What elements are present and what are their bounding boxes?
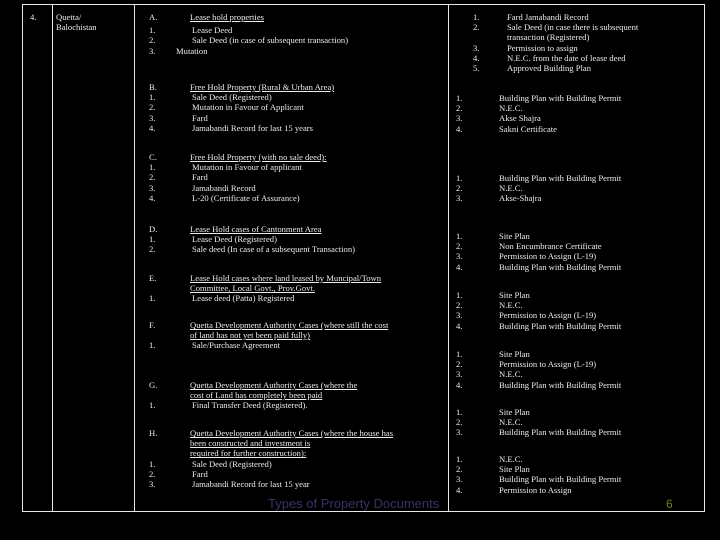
section-title: Quetta Development Authority Cases (where still the cost (190, 320, 389, 330)
doc-number: 3. (456, 427, 463, 438)
item-text: Fard (192, 112, 208, 123)
item-text: Sale/Purchase Agreement (192, 340, 281, 351)
section-letter: D. (149, 224, 158, 234)
doc-number: 3. (456, 369, 463, 380)
section-title: Free Hold Property (Rural & Urban Area) (190, 82, 335, 92)
doc-text: N.E.C. (499, 103, 523, 114)
item-text: Mutation (176, 45, 208, 56)
doc-number: 5. (473, 63, 480, 73)
section-letter: C. (149, 152, 157, 162)
doc-number: 3. (456, 113, 463, 124)
doc-number: 3. (456, 251, 463, 262)
item-number: 1. (149, 234, 156, 245)
item-number: 4. (149, 122, 156, 133)
doc-number: 3. (456, 310, 463, 321)
doc-text: Permission to Assign (L-19) (499, 359, 597, 370)
doc-text: Building Plan with Building Permit (499, 320, 622, 331)
doc-number: 1. (456, 93, 463, 103)
item-number: 2. (149, 244, 156, 255)
item-number: 1. (149, 458, 156, 469)
section-letter: B. (149, 82, 157, 92)
item-number: 1. (149, 340, 156, 351)
footer-title: Types of Property Documents (268, 496, 440, 511)
item-number: 1. (149, 92, 156, 103)
item-text: Sale Deed (in case of subsequent transaction) (192, 35, 349, 46)
doc-text: Building Plan with Building Permit (499, 173, 622, 183)
section-letter: F. (149, 320, 156, 330)
item-number: 2. (149, 172, 156, 183)
doc-text: Fard Jamabandi Record (507, 12, 589, 22)
doc-number: 1. (456, 231, 463, 241)
item-number: 1. (149, 25, 156, 36)
doc-number: 4. (456, 484, 463, 495)
doc-text: Akse-Shajra (499, 193, 542, 204)
doc-number: 2. (456, 359, 463, 370)
item-text: Lease Deed (192, 25, 233, 36)
doc-text: N.E.C. (499, 417, 523, 428)
doc-text: Building Plan with Building Permit (499, 93, 622, 103)
doc-text: Akse Shajra (499, 113, 541, 124)
doc-text: Site Plan (499, 290, 530, 300)
section-letter: E. (149, 273, 157, 283)
section-title: Quetta Development Authority Cases (where the (190, 380, 358, 390)
doc-text: Permission to Assign (499, 484, 572, 495)
item-text: Lease Deed (Registered) (192, 234, 277, 245)
item-number: 3. (149, 112, 156, 123)
item-text: Sale Deed (Registered) (192, 458, 272, 469)
doc-number: 2. (456, 417, 463, 428)
doc-number: 4. (456, 379, 463, 390)
doc-number: 1. (456, 454, 463, 464)
section-letter: H. (149, 428, 158, 438)
item-text: Final Transfer Deed (Registered). (192, 400, 308, 411)
section-title: Committee, Local Govt., Prov.Govt. (190, 283, 315, 294)
doc-number: 2. (456, 103, 463, 114)
item-text: Jamabandi Record (192, 182, 256, 193)
doc-number: 4. (456, 261, 463, 272)
location-line-2: Balochistan (56, 22, 97, 32)
section-title: Lease Hold cases of Cantonment Area (190, 224, 322, 234)
doc-text: Building Plan with Building Permit (499, 379, 622, 390)
doc-text: N.E.C. (499, 300, 523, 311)
item-text: L-20 (Certificate of Assurance) (192, 192, 300, 203)
doc-text: Building Plan with Building Permit (499, 261, 622, 272)
page-number: 6 (666, 497, 673, 511)
item-number: 3. (149, 182, 156, 193)
doc-number: 2. (456, 300, 463, 311)
doc-text: Sakni Certificate (499, 123, 557, 134)
doc-text: N.E.C. (499, 454, 523, 464)
doc-number: 3. (456, 193, 463, 204)
item-text: Jamabandi Record for last 15 year (192, 479, 310, 489)
doc-text: N.E.C. (499, 183, 523, 194)
doc-number: 4. (456, 320, 463, 331)
item-text: Mutation in Favour of Applicant (192, 102, 304, 113)
item-number: 3. (149, 45, 156, 56)
item-number: 2. (149, 468, 156, 479)
section-title: Lease Hold cases where land leased by Muncipal/Town (190, 273, 382, 283)
doc-number: 1. (456, 173, 463, 183)
item-number: 1. (149, 162, 156, 173)
doc-text: transaction (Registered) (507, 32, 590, 43)
doc-text: Approved Building Plan (507, 63, 592, 73)
doc-number: 2. (473, 22, 480, 33)
item-number: 2. (149, 35, 156, 46)
doc-text: Permission to Assign (L-19) (499, 251, 597, 262)
column-divider (52, 5, 53, 511)
row-number: 4. (30, 12, 37, 22)
doc-number: 4. (473, 52, 480, 63)
section-title: of land has not yet been paid fully) (190, 330, 311, 341)
column-divider (134, 5, 135, 511)
section-letter: G. (149, 380, 158, 390)
section-title: Quetta Development Authority Cases (where the house has (190, 428, 394, 438)
item-number: 2. (149, 102, 156, 113)
doc-number: 3. (456, 474, 463, 485)
doc-text: Site Plan (499, 464, 530, 475)
doc-number: 1. (456, 290, 463, 300)
doc-number: 1. (473, 12, 480, 22)
doc-text: Building Plan with Building Permit (499, 474, 622, 485)
doc-number: 3. (473, 42, 480, 53)
section-title: cost of Land has completely been paid (190, 390, 323, 401)
item-number: 1. (149, 293, 156, 304)
section-title: Free Hold Property (with no sale deed): (190, 152, 327, 162)
item-text: Fard (192, 468, 208, 479)
doc-number: 4. (456, 123, 463, 134)
doc-text: Site Plan (499, 349, 530, 359)
item-number: 3. (149, 479, 156, 489)
doc-text: Sale Deed (in case there is subsequent (507, 22, 639, 33)
doc-number: 1. (456, 407, 463, 417)
doc-text: Permission to assign (507, 42, 578, 53)
doc-number: 2. (456, 183, 463, 194)
column-divider (448, 5, 449, 511)
item-text: Jamabandi Record for last 15 years (192, 122, 313, 133)
doc-number: 2. (456, 464, 463, 475)
doc-text: Site Plan (499, 231, 530, 241)
item-text: Mutation in Favour of applicant (192, 162, 302, 173)
section-title: been constructed and investment is (190, 438, 311, 449)
section-title: required for further construction): (190, 448, 307, 459)
doc-number: 2. (456, 241, 463, 252)
section-letter: A. (149, 12, 158, 22)
location-line-1: Quetta/ (56, 12, 82, 22)
item-number: 1. (149, 400, 156, 411)
doc-text: Non Encumbrance Certificate (499, 241, 602, 252)
doc-text: N.E.C. (499, 369, 523, 380)
doc-text: Building Plan with Building Permit (499, 427, 622, 438)
item-text: Fard (192, 172, 208, 183)
doc-text: Permission to Assign (L-19) (499, 310, 597, 321)
doc-text: N.E.C. from the date of lease deed (507, 52, 626, 63)
doc-text: Site Plan (499, 407, 530, 417)
item-text: Lease deed (Patta) Registered (192, 293, 295, 304)
section-title: Lease hold properties (190, 12, 264, 22)
doc-number: 1. (456, 349, 463, 359)
item-text: Sale deed (In case of a subsequent Transaction) (192, 244, 355, 255)
item-number: 4. (149, 192, 156, 203)
item-text: Sale Deed (Registered) (192, 92, 272, 103)
